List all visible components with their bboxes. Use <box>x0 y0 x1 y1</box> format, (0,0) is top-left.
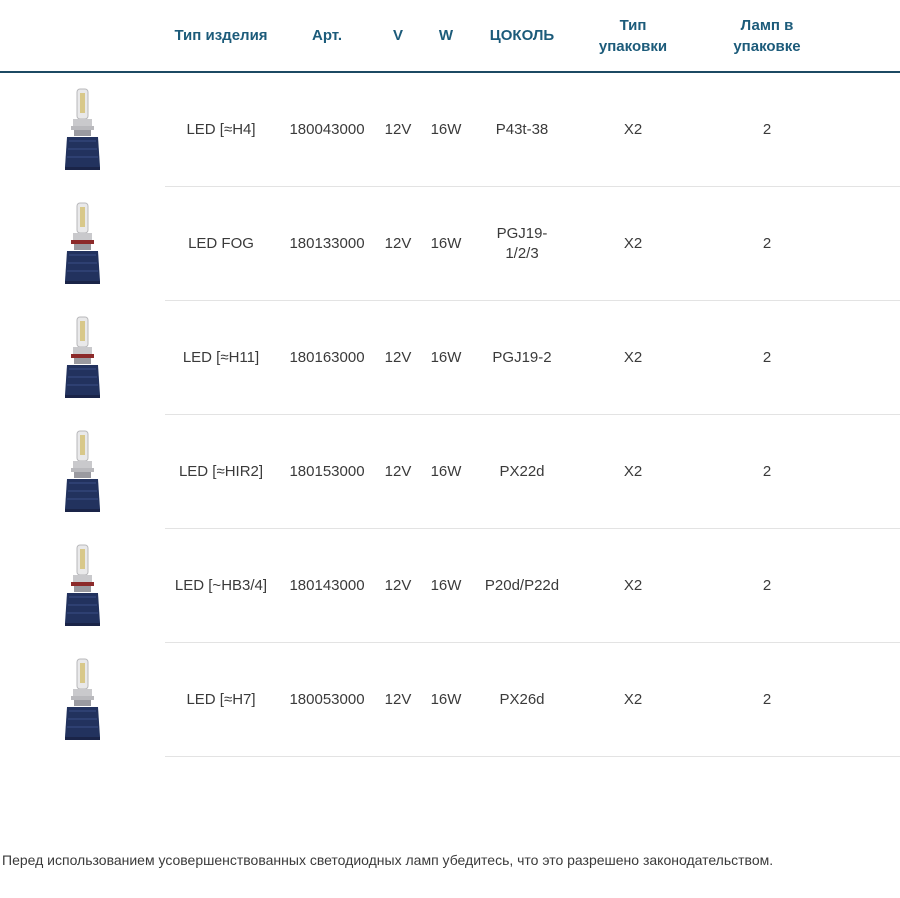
cell-v: 12V <box>384 349 412 366</box>
cell-w: 16W <box>430 691 462 708</box>
cell-lamps-per-pack: 2 <box>762 691 772 708</box>
cell-v: 12V <box>384 463 412 480</box>
led-bulb-hir2-icon <box>55 429 110 513</box>
led-bulb-hb3-icon <box>55 543 110 627</box>
cell-art: 180043000 <box>289 121 365 138</box>
cell-lamps-per-pack: 2 <box>762 235 772 252</box>
cell-type: LED [≈H4] <box>186 121 256 138</box>
cell-lamps-per-pack: 2 <box>762 463 772 480</box>
cell-v: 12V <box>384 691 412 708</box>
led-bulb-h7-icon <box>55 657 110 741</box>
cell-type: LED [~HB3/4] <box>174 577 268 594</box>
cell-lamps-per-pack: 2 <box>762 121 772 138</box>
cell-w: 16W <box>430 349 462 366</box>
led-bulb-fog-icon <box>55 201 110 285</box>
cell-w: 16W <box>430 235 462 252</box>
cell-type: LED [≈H7] <box>186 691 256 708</box>
table-row <box>0 301 900 415</box>
cell-art: 180153000 <box>289 463 365 480</box>
legal-note: Перед использованием усовершенствованных светодиодных ламп убедитесь, что это разрешено законодательством. <box>2 852 774 868</box>
cell-lamps-per-pack: 2 <box>762 349 772 366</box>
cell-w: 16W <box>430 121 462 138</box>
header-pack-type: Тип упаковки <box>598 16 668 55</box>
cell-pack-type: X2 <box>623 121 643 138</box>
cell-art: 180053000 <box>289 691 365 708</box>
row-divider <box>165 756 900 757</box>
header-base: ЦОКОЛЬ <box>489 27 555 44</box>
cell-type: LED [≈HIR2] <box>178 463 264 480</box>
cell-pack-type: X2 <box>623 349 643 366</box>
header-art: Арт. <box>312 27 342 44</box>
cell-art: 180163000 <box>289 349 365 366</box>
cell-base: PX22d <box>499 463 545 480</box>
cell-pack-type: X2 <box>623 577 643 594</box>
cell-base: P20d/P22d <box>484 577 560 594</box>
cell-w: 16W <box>430 577 462 594</box>
cell-v: 12V <box>384 121 412 138</box>
cell-w: 16W <box>430 463 462 480</box>
cell-base: P43t-38 <box>495 121 549 138</box>
cell-pack-type: X2 <box>623 691 643 708</box>
led-bulb-h4-icon <box>55 87 110 171</box>
cell-base: PGJ19-2 <box>492 349 552 366</box>
table-row <box>0 643 900 757</box>
cell-art: 180143000 <box>289 577 365 594</box>
cell-v: 12V <box>384 235 412 252</box>
cell-art: 180133000 <box>289 235 365 252</box>
table-row <box>0 73 900 187</box>
cell-pack-type: X2 <box>623 235 643 252</box>
table-row <box>0 529 900 643</box>
cell-pack-type: X2 <box>623 463 643 480</box>
led-bulb-h11-icon <box>55 315 110 399</box>
cell-base: PGJ19-1/2/3 <box>496 225 548 262</box>
table-row <box>0 187 900 301</box>
table-header <box>0 0 900 73</box>
cell-lamps-per-pack: 2 <box>762 577 772 594</box>
header-lamps-per-pack: Ламп в упаковке <box>733 16 801 55</box>
cell-base: PX26d <box>499 691 545 708</box>
header-type: Тип изделия <box>174 27 268 44</box>
header-v: V <box>392 27 403 44</box>
cell-type: LED [≈H11] <box>182 349 260 366</box>
table-row <box>0 415 900 529</box>
header-w: W <box>438 27 454 44</box>
cell-type: LED FOG <box>188 235 254 252</box>
cell-v: 12V <box>384 577 412 594</box>
